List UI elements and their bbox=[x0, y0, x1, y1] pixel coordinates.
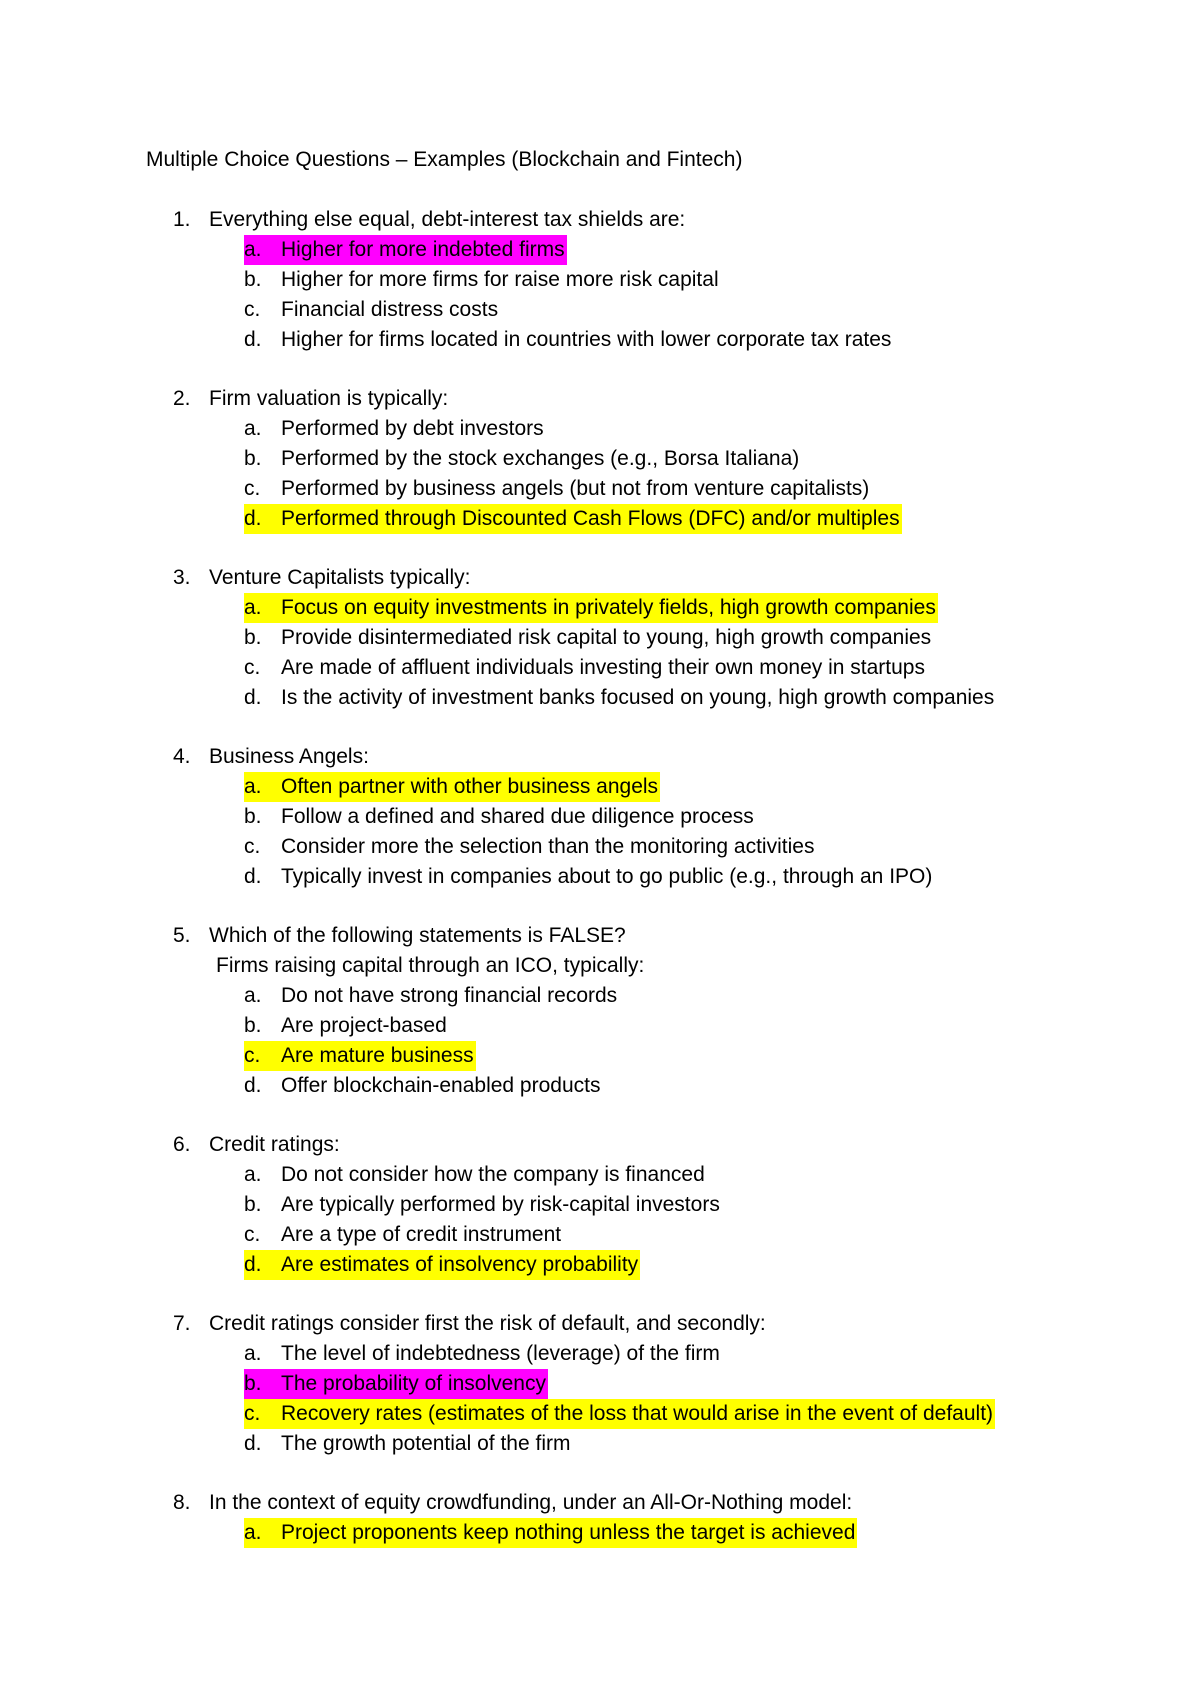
answer-option bbox=[0, 623, 1200, 653]
option-text: Consider more the selection than the monitoring activities bbox=[281, 835, 815, 858]
question-6 bbox=[0, 1130, 1200, 1280]
answer-option-content bbox=[244, 772, 660, 802]
answer-option bbox=[0, 832, 1200, 862]
answer-option-highlighted bbox=[0, 1041, 1200, 1071]
answer-option-content bbox=[244, 832, 816, 862]
answer-option-content bbox=[244, 1369, 548, 1399]
answer-option-highlighted bbox=[0, 1399, 1200, 1429]
question-7 bbox=[0, 1309, 1200, 1459]
answer-option bbox=[0, 862, 1200, 892]
option-letter: d. bbox=[244, 328, 262, 351]
option-letter: a. bbox=[244, 417, 262, 440]
question-5 bbox=[0, 921, 1200, 1101]
option-letter: a. bbox=[244, 1163, 262, 1186]
option-text: Offer blockchain-enabled products bbox=[281, 1074, 601, 1097]
answer-option-content bbox=[244, 1339, 722, 1369]
answer-option-highlighted bbox=[0, 1369, 1200, 1399]
answer-option bbox=[0, 325, 1200, 355]
option-letter: d. bbox=[244, 1253, 262, 1276]
option-text: Follow a defined and shared due diligence process bbox=[281, 805, 754, 828]
option-letter: a. bbox=[244, 775, 262, 798]
answer-option bbox=[0, 1011, 1200, 1041]
option-text: The level of indebtedness (leverage) of the firm bbox=[281, 1342, 720, 1365]
option-text: Higher for more firms for raise more risk capital bbox=[281, 268, 719, 291]
question-list bbox=[0, 205, 1200, 1577]
answer-option-content bbox=[244, 1011, 449, 1041]
answer-option-content bbox=[244, 1250, 640, 1280]
option-letter: d. bbox=[244, 1432, 262, 1455]
option-text: Are made of affluent individuals investing their own money in startups bbox=[281, 656, 925, 679]
question-stem bbox=[0, 563, 1200, 593]
answer-option-content bbox=[244, 593, 938, 623]
option-letter: a. bbox=[244, 984, 262, 1007]
option-text: Often partner with other business angels bbox=[281, 775, 659, 798]
answer-option-highlighted bbox=[0, 1250, 1200, 1280]
answer-option bbox=[0, 1429, 1200, 1459]
document-title: Multiple Choice Questions – Examples (Blockchain and Fintech) bbox=[146, 148, 743, 171]
answer-option-content bbox=[244, 1041, 476, 1071]
answer-option bbox=[0, 474, 1200, 504]
question-stem bbox=[0, 1488, 1200, 1518]
answer-option bbox=[0, 265, 1200, 295]
option-letter: d. bbox=[244, 686, 262, 709]
option-letter: a. bbox=[244, 1521, 262, 1544]
answer-option bbox=[0, 1339, 1200, 1369]
question-text: Business Angels: bbox=[209, 745, 369, 768]
option-text: Is the activity of investment banks focused on young, high growth companies bbox=[281, 686, 995, 709]
answer-option-highlighted bbox=[0, 593, 1200, 623]
answer-option-content bbox=[244, 295, 500, 325]
answer-option-content bbox=[244, 623, 933, 653]
answer-option-content bbox=[244, 1160, 707, 1190]
question-number: 8. bbox=[173, 1491, 191, 1514]
question-text: Firm valuation is typically: bbox=[209, 387, 449, 410]
option-text: Performed by business angels (but not from venture capitalists) bbox=[281, 477, 870, 500]
option-text: Are mature business bbox=[281, 1044, 474, 1067]
question-stem bbox=[0, 742, 1200, 772]
option-letter: b. bbox=[244, 1372, 262, 1395]
answer-option-highlighted bbox=[0, 504, 1200, 534]
question-subtext: Firms raising capital through an ICO, typically: bbox=[216, 954, 645, 977]
answer-option bbox=[0, 683, 1200, 713]
answer-option-content bbox=[244, 1518, 857, 1548]
answer-option-content bbox=[244, 802, 756, 832]
question-number: 3. bbox=[173, 566, 191, 589]
question-text: Credit ratings consider first the risk of default, and secondly: bbox=[209, 1312, 766, 1335]
answer-option bbox=[0, 1190, 1200, 1220]
option-letter: d. bbox=[244, 865, 262, 888]
answer-option bbox=[0, 981, 1200, 1011]
option-letter: b. bbox=[244, 1014, 262, 1037]
option-text: Higher for firms located in countries with lower corporate tax rates bbox=[281, 328, 892, 351]
option-text: Are estimates of insolvency probability bbox=[281, 1253, 639, 1276]
question-stem bbox=[0, 384, 1200, 414]
answer-option-content bbox=[244, 1220, 563, 1250]
answer-option-content bbox=[244, 981, 619, 1011]
option-text: Provide disintermediated risk capital to young, high growth companies bbox=[281, 626, 932, 649]
option-text: Are a type of credit instrument bbox=[281, 1223, 562, 1246]
option-letter: b. bbox=[244, 626, 262, 649]
option-text: Typically invest in companies about to go public (e.g., through an IPO) bbox=[281, 865, 933, 888]
option-letter: c. bbox=[244, 1402, 261, 1425]
answer-option-content bbox=[244, 474, 871, 504]
question-1 bbox=[0, 205, 1200, 355]
answer-option-content bbox=[244, 1190, 722, 1220]
question-number: 5. bbox=[173, 924, 191, 947]
option-text: Performed by the stock exchanges (e.g., Borsa Italiana) bbox=[281, 447, 800, 470]
answer-option-content bbox=[244, 444, 801, 474]
answer-option-content bbox=[244, 1399, 995, 1429]
question-2 bbox=[0, 384, 1200, 534]
answer-option-content bbox=[244, 265, 721, 295]
option-text: Project proponents keep nothing unless the target is achieved bbox=[281, 1521, 856, 1544]
option-letter: a. bbox=[244, 1342, 262, 1365]
answer-option-content bbox=[244, 683, 996, 713]
question-text: Credit ratings: bbox=[209, 1133, 340, 1156]
question-stem bbox=[0, 1130, 1200, 1160]
answer-option-content bbox=[244, 653, 927, 683]
option-text: Do not have strong financial records bbox=[281, 984, 618, 1007]
answer-option-content bbox=[244, 1429, 572, 1459]
option-letter: c. bbox=[244, 656, 261, 679]
answer-option-content bbox=[244, 325, 893, 355]
question-number: 4. bbox=[173, 745, 191, 768]
answer-option bbox=[0, 1160, 1200, 1190]
question-text: Which of the following statements is FALSE? bbox=[209, 924, 626, 947]
option-letter: d. bbox=[244, 507, 262, 530]
question-stem bbox=[0, 205, 1200, 235]
option-letter: b. bbox=[244, 805, 262, 828]
question-text: In the context of equity crowdfunding, under an All-Or-Nothing model: bbox=[209, 1491, 853, 1514]
question-text: Everything else equal, debt-interest tax shields are: bbox=[209, 208, 686, 231]
option-letter: c. bbox=[244, 1223, 261, 1246]
question-stem bbox=[0, 1309, 1200, 1339]
answer-option bbox=[0, 295, 1200, 325]
answer-option bbox=[0, 1071, 1200, 1101]
question-4 bbox=[0, 742, 1200, 892]
question-8 bbox=[0, 1488, 1200, 1548]
option-text: Performed by debt investors bbox=[281, 417, 544, 440]
answer-option bbox=[0, 653, 1200, 683]
answer-option-highlighted bbox=[0, 772, 1200, 802]
option-letter: b. bbox=[244, 268, 262, 291]
question-number: 2. bbox=[173, 387, 191, 410]
option-text: Focus on equity investments in privately fields, high growth companies bbox=[281, 596, 936, 619]
question-3 bbox=[0, 563, 1200, 713]
option-text: Are typically performed by risk-capital investors bbox=[281, 1193, 720, 1216]
option-text: Financial distress costs bbox=[281, 298, 499, 321]
option-text: Recovery rates (estimates of the loss that would arise in the event of default) bbox=[281, 1402, 994, 1425]
option-text: The growth potential of the firm bbox=[281, 1432, 571, 1455]
question-text: Venture Capitalists typically: bbox=[209, 566, 471, 589]
question-number: 1. bbox=[173, 208, 191, 231]
answer-option-content bbox=[244, 1071, 602, 1101]
option-text: Higher for more indebted firms bbox=[281, 238, 565, 261]
option-text: Are project-based bbox=[281, 1014, 447, 1037]
option-letter: c. bbox=[244, 477, 261, 500]
question-number: 6. bbox=[173, 1133, 191, 1156]
answer-option-content bbox=[244, 504, 902, 534]
option-text: Do not consider how the company is financed bbox=[281, 1163, 705, 1186]
question-stem bbox=[0, 921, 1200, 951]
answer-option-highlighted bbox=[0, 1518, 1200, 1548]
answer-option bbox=[0, 1220, 1200, 1250]
question-number: 7. bbox=[173, 1312, 191, 1335]
option-letter: c. bbox=[244, 298, 261, 321]
answer-option bbox=[0, 444, 1200, 474]
answer-option bbox=[0, 414, 1200, 444]
answer-option-highlighted bbox=[0, 235, 1200, 265]
option-letter: c. bbox=[244, 835, 261, 858]
option-letter: b. bbox=[244, 447, 262, 470]
option-letter: b. bbox=[244, 1193, 262, 1216]
option-letter: d. bbox=[244, 1074, 262, 1097]
answer-option bbox=[0, 802, 1200, 832]
option-letter: a. bbox=[244, 238, 262, 261]
option-text: Performed through Discounted Cash Flows (DFC) and/or multiples bbox=[281, 507, 900, 530]
option-text: The probability of insolvency bbox=[281, 1372, 546, 1395]
answer-option-content bbox=[244, 862, 934, 892]
answer-option-content bbox=[244, 414, 546, 444]
option-letter: c. bbox=[244, 1044, 261, 1067]
option-letter: a. bbox=[244, 596, 262, 619]
answer-option-content bbox=[244, 235, 567, 265]
question-subtext-line bbox=[0, 951, 1200, 981]
